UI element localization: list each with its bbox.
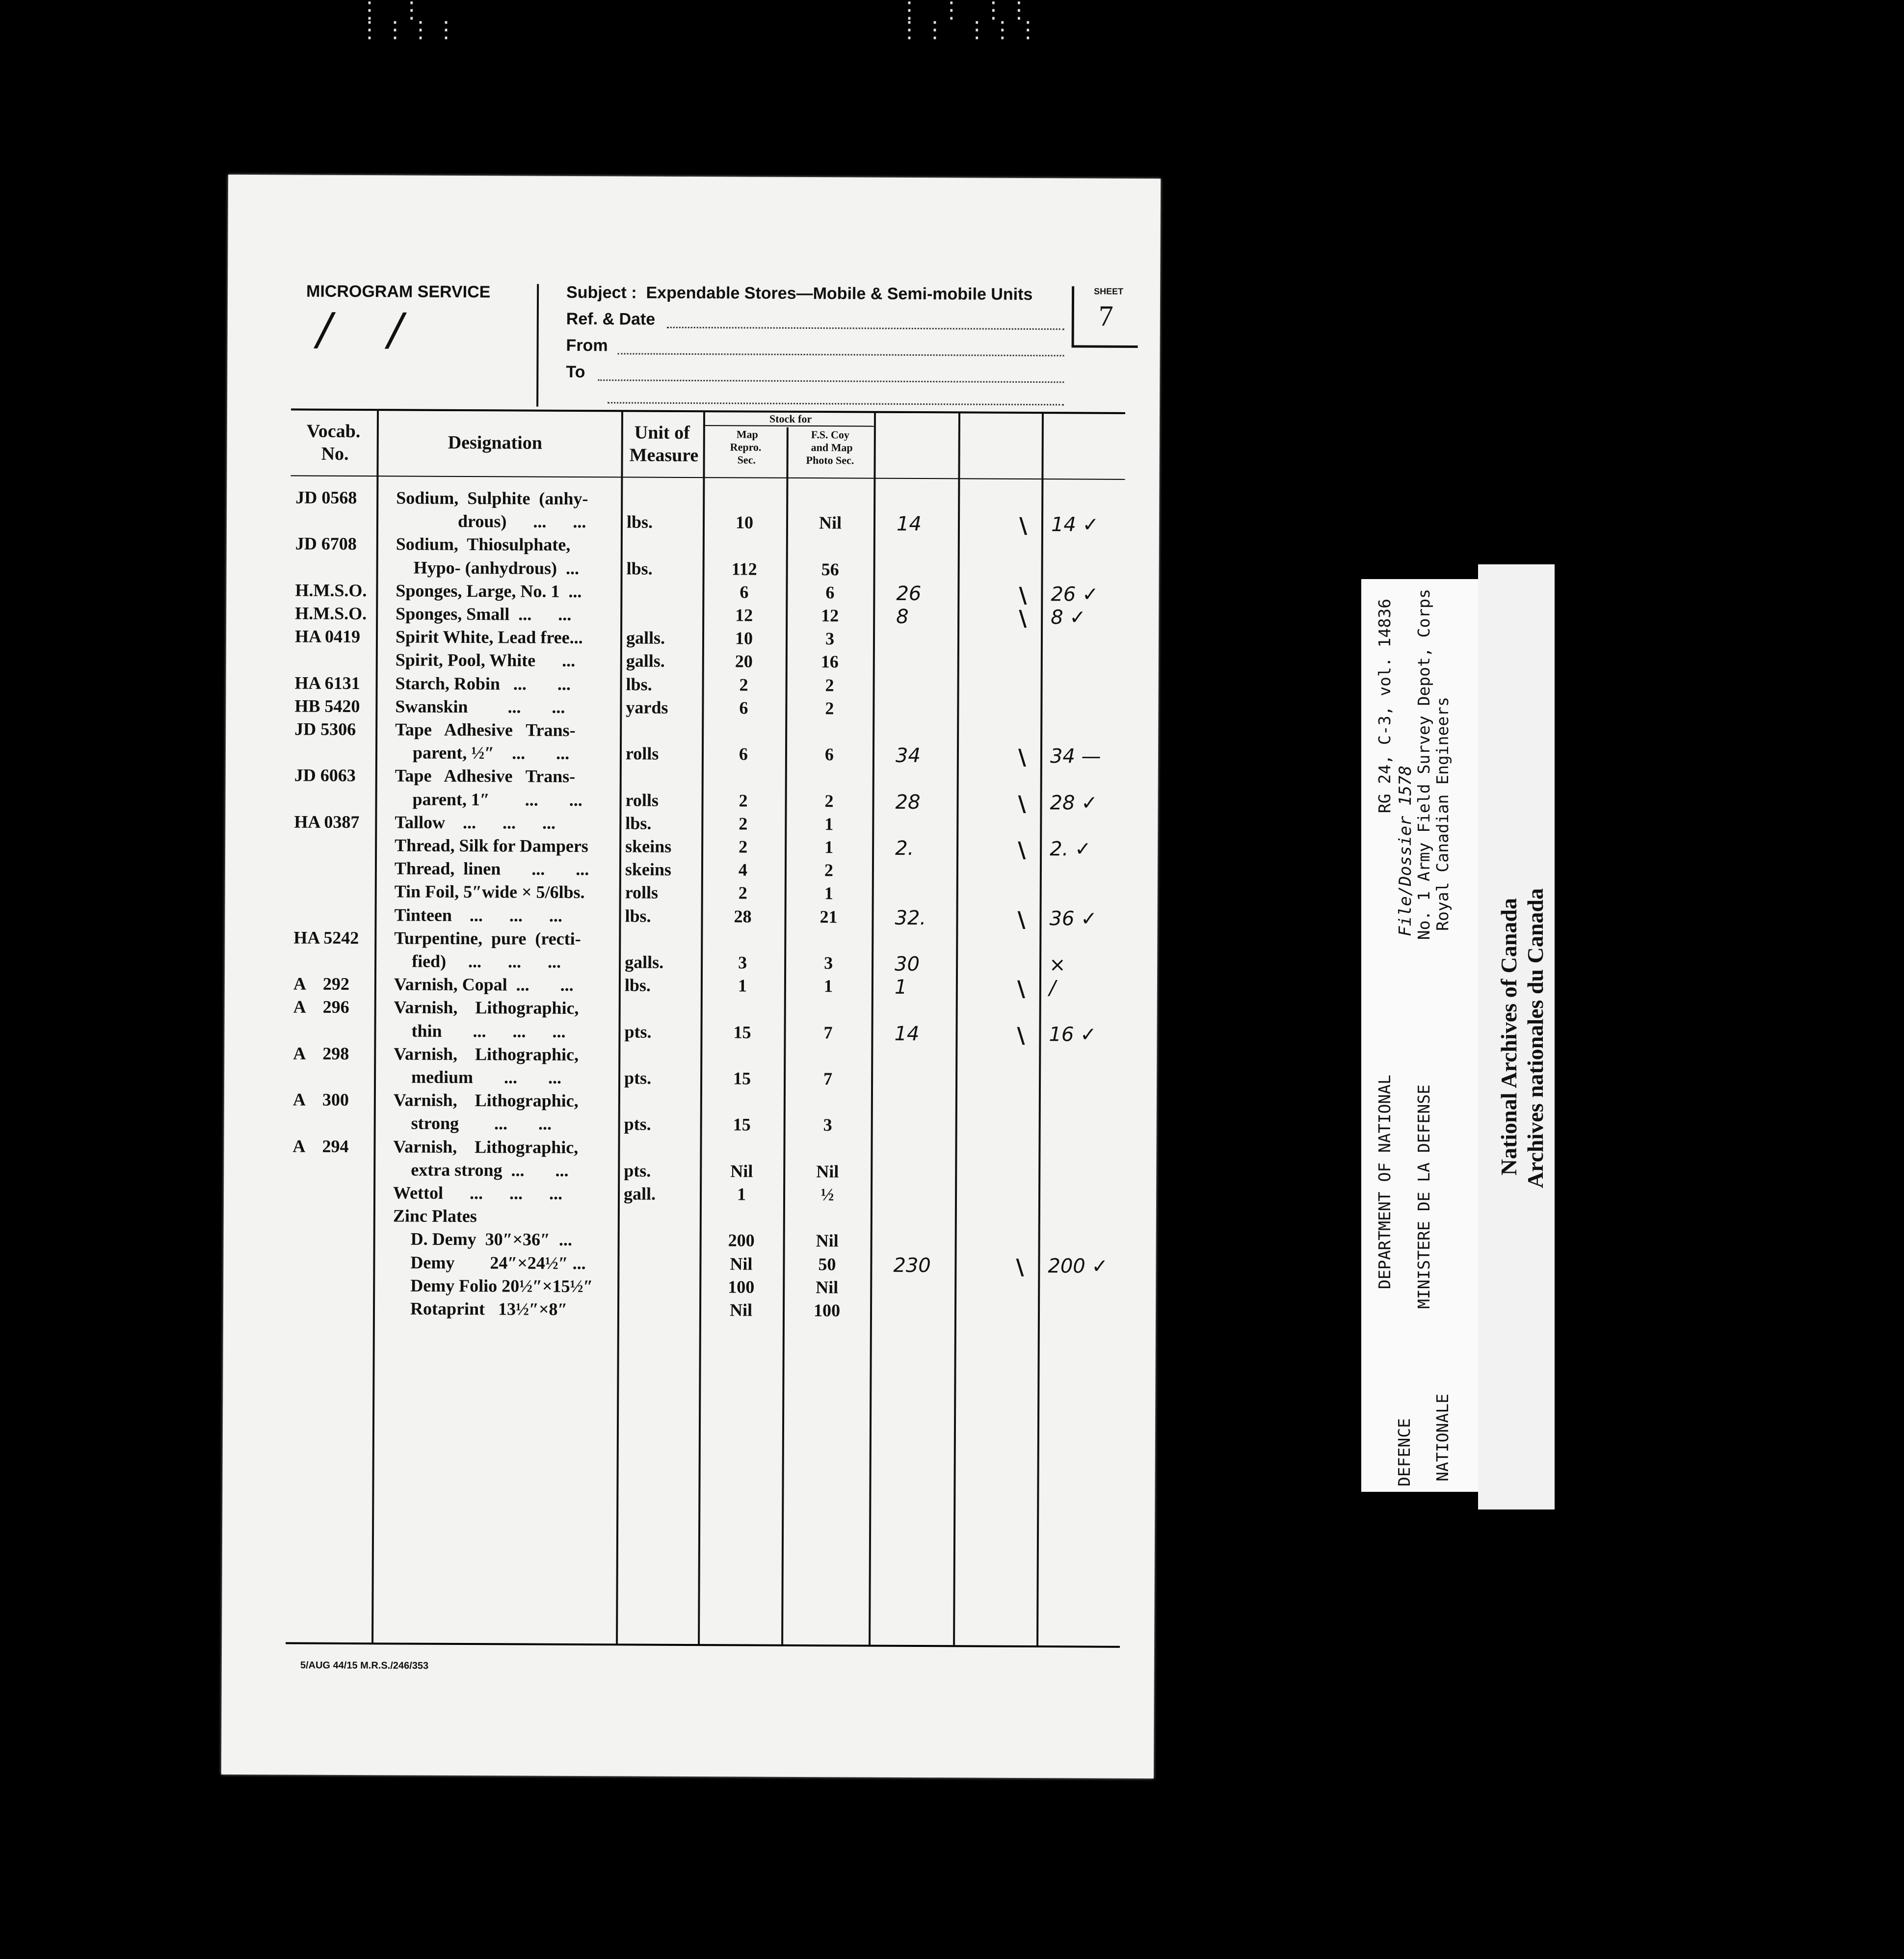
cell-h2: 28 ✓: [1050, 791, 1098, 815]
cell-desc: fied) ... ... ...: [394, 951, 561, 972]
cell-vocab: JD 5306: [294, 719, 356, 740]
national-archives-label: [1478, 564, 1555, 1509]
cell-h1: 30: [895, 953, 920, 976]
cell-desc: Spirit White, Lead free...: [395, 627, 583, 648]
cell-desc: parent, ½″ ... ...: [395, 742, 570, 764]
table-row: [223, 1274, 1156, 1301]
cell-map: 2: [739, 791, 748, 811]
table-row: [226, 695, 1158, 722]
table-row: [225, 811, 1158, 838]
document-sheet: [221, 175, 1161, 1778]
cell-h2: /: [1049, 977, 1056, 1000]
cell-chk: \: [1018, 791, 1026, 817]
cell-unit: yards: [626, 697, 668, 717]
cell-vocab: H.M.S.O.: [295, 603, 367, 624]
cell-h1: 14: [896, 513, 922, 536]
service-label: MICROGRAM SERVICE: [306, 282, 491, 302]
cell-unit: skeins: [625, 859, 672, 880]
cell-vocab: A 294: [292, 1136, 349, 1156]
cell-desc: Hypo- (anhydrous) ...: [396, 557, 580, 578]
cell-vocab: HB 5420: [294, 696, 360, 716]
cell-h1: 2.: [895, 837, 914, 860]
col-vocab-2: No.: [321, 443, 349, 464]
cell-unit: lbs.: [626, 512, 653, 532]
col-map-1: Map: [736, 428, 758, 441]
cell-desc: Spirit, Pool, White ...: [395, 650, 576, 671]
cell-h1: 34: [895, 744, 921, 768]
table-row: [225, 950, 1157, 977]
cell-vocab: JD 0568: [295, 487, 357, 508]
table-row: [227, 510, 1159, 539]
cell-h2: 16 ✓: [1049, 1023, 1097, 1046]
cell-h2: 8 ✓: [1051, 606, 1086, 629]
cell-desc: Thread, Silk for Dampers: [395, 835, 588, 856]
cell-desc: Varnish, Lithographic,: [393, 1136, 579, 1157]
cell-map: 100: [728, 1277, 755, 1297]
cell-fs: 12: [821, 606, 839, 626]
from-label: From: [566, 336, 608, 355]
cell-map: Nil: [730, 1161, 753, 1181]
cell-chk: \: [1018, 837, 1026, 863]
cell-desc: Starch, Robin ... ...: [395, 673, 571, 694]
cell-desc: medium ... ...: [394, 1067, 562, 1087]
col-vocab-1: Vocab.: [306, 421, 361, 442]
cell-h2: 2. ✓: [1050, 838, 1091, 861]
cell-unit: gall.: [623, 1184, 656, 1204]
cell-unit: lbs.: [625, 906, 651, 926]
table-row: [224, 1066, 1157, 1092]
cell-fs: 2: [825, 675, 834, 695]
cell-vocab: A 292: [293, 974, 350, 994]
cell-h1: 32.: [895, 906, 926, 929]
table-row: [224, 1205, 1156, 1231]
cell-h2: 200 ✓: [1048, 1254, 1109, 1278]
table-row: [227, 556, 1159, 582]
table-row: [225, 927, 1157, 953]
col-fs-3: Photo Sec.: [806, 454, 854, 467]
table-row: [226, 649, 1159, 675]
table-row: [227, 487, 1159, 513]
table-row: [226, 672, 1158, 698]
archive-reference-label: [1361, 579, 1479, 1492]
cell-desc: Varnish, Copal ... ...: [394, 974, 574, 995]
cell-fs: Nil: [816, 1231, 839, 1251]
cell-fs: 2: [824, 860, 834, 880]
archives-fr: Archives nationales du Canada: [1523, 888, 1548, 1189]
cell-h2: ×: [1049, 953, 1066, 977]
cell-vocab: HA 6131: [294, 673, 360, 693]
cell-fs: 1: [824, 883, 833, 903]
sheet-box: [1072, 286, 1138, 348]
cell-unit: pts.: [624, 1022, 652, 1042]
table-top-rule: [291, 408, 1125, 414]
cell-desc: Sodium, Sulphite (anhy-: [396, 488, 588, 509]
cell-fs: 7: [823, 1022, 833, 1042]
film-dots-right: ⋮ ⋮ ⋮⋮ ⋮⋮ ⋮⋮⋮: [898, 0, 1042, 43]
cell-map: 6: [740, 582, 749, 602]
cell-map: 3: [738, 953, 747, 973]
dept-line-4: NATIONALE: [1433, 1394, 1452, 1482]
table-row: [226, 765, 1158, 791]
cell-vocab: A 298: [293, 1043, 349, 1063]
cell-desc: Swanskin ... ...: [395, 696, 565, 717]
cell-map: 2: [738, 883, 747, 903]
cell-unit: galls.: [625, 952, 664, 972]
cell-desc: Turpentine, pure (recti-: [394, 928, 581, 949]
cell-desc: Sodium, Thiosulphate,: [396, 534, 571, 555]
ref-line-2: File/Dossier 1578: [1396, 766, 1415, 936]
cell-h1: 8: [896, 605, 909, 628]
cell-map: 2: [739, 675, 748, 695]
cell-map: 1: [738, 976, 747, 996]
cell-fs: 21: [820, 906, 838, 927]
cell-desc: Tape Adhesive Trans-: [395, 766, 576, 787]
cell-unit: rolls: [625, 882, 659, 903]
cell-desc: extra strong ... ...: [393, 1160, 569, 1180]
cell-chk: \: [1018, 745, 1027, 770]
cell-desc: strong ... ...: [393, 1113, 552, 1134]
cell-vocab: A 296: [293, 997, 349, 1017]
from-dotted-line: [618, 353, 1064, 356]
cell-fs: 3: [824, 953, 833, 973]
table-row: [224, 1089, 1157, 1115]
cell-h1: 1: [894, 976, 907, 999]
cell-unit: rolls: [625, 743, 659, 764]
cell-map: 112: [731, 558, 757, 579]
cell-desc: D. Demy 30″×36″ ...: [393, 1229, 572, 1250]
table-bottom-rule: [286, 1642, 1120, 1647]
table-row: [226, 741, 1158, 768]
film-dots-left: ⋮ ⋮ ⋮⋮⋮⋮: [358, 0, 460, 43]
cell-map: 12: [735, 605, 753, 625]
cell-map: 28: [734, 906, 752, 927]
cell-desc: drous) ... ...: [396, 511, 586, 532]
cell-desc: Tin Foil, 5″wide × 5/6lbs.: [394, 881, 585, 902]
cell-unit: lbs.: [625, 813, 652, 833]
col-unit-1: Unit of: [634, 422, 690, 443]
cell-unit: pts.: [624, 1068, 652, 1088]
cell-chk: \: [1016, 1254, 1024, 1280]
cell-map: 6: [739, 698, 748, 718]
ref-line-1: RG 24, C-3, vol. 14836: [1375, 599, 1394, 814]
table-row: [227, 533, 1159, 559]
cell-fs: Nil: [816, 1277, 839, 1297]
cell-fs: Nil: [816, 1161, 839, 1182]
cell-map: Nil: [729, 1300, 753, 1320]
cell-map: 10: [735, 512, 754, 532]
table-row: [225, 857, 1158, 884]
cell-map: 200: [728, 1230, 755, 1250]
cell-chk: \: [1019, 513, 1028, 539]
table-row: [223, 1251, 1156, 1280]
cell-h2: 36 ✓: [1049, 907, 1097, 930]
subject-line: Subject : Expendable Stores—Mobile & Semi-mobile Units: [566, 283, 1033, 304]
table-row: [225, 996, 1157, 1023]
cell-fs: ½: [820, 1185, 834, 1205]
cell-desc: Thread, linen ... ...: [394, 858, 589, 879]
cell-map: 15: [733, 1068, 751, 1088]
col-map-2: Repro.: [730, 441, 762, 453]
cell-map: 1: [737, 1184, 746, 1204]
col-fs-2: and Map: [811, 441, 853, 454]
cell-map: 2: [739, 837, 748, 857]
cell-chk: \: [1017, 977, 1026, 1002]
col-unit-2: Measure: [629, 445, 699, 466]
cell-fs: 100: [813, 1300, 841, 1321]
cell-desc: Demy 24″×24½″ ...: [393, 1252, 586, 1273]
cell-desc: parent, 1″ ... ...: [395, 789, 582, 810]
table-row: [225, 834, 1158, 861]
cell-desc: Sponges, Large, No. 1 ...: [396, 581, 582, 601]
table-row: [224, 1182, 1156, 1208]
blank-dotted-line: [608, 402, 1064, 405]
cell-fs: 2: [825, 698, 834, 718]
table-row: [224, 1043, 1157, 1069]
dept-line-2: DEFENCE: [1395, 1418, 1414, 1487]
cell-unit: lbs.: [626, 558, 653, 579]
header-divider: [536, 284, 539, 407]
cell-fs: 2: [824, 791, 834, 811]
cell-unit: rolls: [625, 790, 659, 810]
col-map-3: Sec.: [737, 453, 756, 466]
table-row: [226, 626, 1159, 652]
cell-vocab: JD 6063: [294, 765, 356, 786]
cell-vocab: A 300: [292, 1089, 349, 1110]
cell-map: 10: [735, 628, 753, 648]
table-row: [226, 718, 1158, 745]
cell-h2: 26 ✓: [1051, 582, 1099, 606]
to-label: To: [566, 362, 585, 382]
cell-fs: 56: [821, 559, 839, 579]
cell-unit: lbs.: [626, 674, 652, 694]
col-designation: Designation: [448, 432, 542, 453]
cell-vocab: H.M.S.O.: [295, 580, 367, 600]
table-row: [225, 880, 1158, 907]
table-row: [225, 973, 1157, 1000]
sheet-label: SHEET: [1094, 286, 1124, 296]
cell-desc: thin ... ... ...: [394, 1020, 566, 1041]
cell-unit: lbs.: [624, 975, 651, 995]
ref-line-4: Royal Canadian Engineers: [1433, 697, 1452, 931]
table-row: [224, 1159, 1156, 1185]
table-row: [226, 580, 1159, 606]
cell-fs: 3: [825, 629, 835, 649]
cell-h1: 26: [896, 582, 922, 605]
cell-desc: Varnish, Lithographic,: [394, 1044, 579, 1064]
table-row: [225, 903, 1157, 930]
cell-desc: Wettol ... ... ...: [393, 1183, 563, 1203]
ref-label: Ref. & Date: [566, 309, 656, 329]
cell-chk: \: [1019, 582, 1027, 608]
cell-fs: 50: [818, 1254, 836, 1274]
cell-vocab: HA 0387: [294, 812, 360, 832]
ref-dotted-line: [667, 327, 1064, 330]
cell-desc: Demy Folio 20½″×15½″: [393, 1275, 593, 1296]
cell-fs: Nil: [819, 513, 842, 533]
cell-fs: 1: [824, 814, 834, 834]
cell-h1: 28: [895, 791, 921, 814]
service-marks: / /: [317, 303, 403, 356]
cell-desc: Sponges, Small ... ...: [396, 604, 572, 624]
cell-chk: \: [1017, 907, 1026, 932]
cell-desc: Rotaprint 13½″×8″: [392, 1298, 568, 1319]
cell-h2: 14 ✓: [1051, 513, 1099, 536]
table-row: [224, 1112, 1157, 1138]
cell-desc: Tallow ... ... ...: [395, 812, 556, 833]
cell-vocab: HA 5242: [293, 927, 359, 948]
cell-unit: skeins: [625, 836, 672, 856]
cell-unit: pts.: [624, 1161, 651, 1181]
cell-desc: Tape Adhesive Trans-: [395, 719, 576, 740]
cell-map: 15: [733, 1114, 751, 1135]
sheet-number: 7: [1098, 299, 1114, 332]
cell-desc: Tinteen ... ... ...: [394, 904, 562, 926]
cell-fs: 6: [825, 582, 835, 603]
cell-h1: 230: [893, 1254, 931, 1277]
footer-code: 5/AUG 44/15 M.R.S./246/353: [300, 1660, 429, 1671]
ref-line-3: No. 1 Army Field Survey Depot, Corps: [1414, 589, 1433, 940]
cell-map: 20: [735, 651, 753, 671]
cell-vocab: JD 6708: [295, 533, 357, 554]
cell-chk: \: [1017, 1023, 1025, 1048]
cell-unit: galls.: [626, 628, 665, 648]
col-stock-for: Stock for: [769, 412, 812, 425]
cell-map: 4: [738, 860, 748, 880]
cell-fs: 1: [824, 837, 834, 857]
cell-fs: 3: [823, 1115, 832, 1135]
cell-fs: 6: [824, 744, 834, 765]
cell-h2: 34 —: [1050, 745, 1101, 768]
table-row: [224, 1019, 1157, 1046]
dept-line-3: MINISTERE DE LA DEFENSE: [1414, 1085, 1433, 1309]
cell-desc: Zinc Plates: [393, 1206, 477, 1226]
dept-line-1: DEPARTMENT OF NATIONAL: [1375, 1075, 1394, 1290]
cell-map: Nil: [730, 1253, 753, 1274]
cell-fs: 7: [823, 1069, 833, 1089]
cell-fs: 1: [823, 976, 833, 996]
table-row: [224, 1228, 1156, 1254]
cell-desc: Varnish, Lithographic,: [393, 1090, 579, 1111]
cell-unit: pts.: [624, 1114, 651, 1135]
cell-chk: \: [1019, 606, 1027, 631]
header-bottom-rule: [291, 475, 1125, 479]
archives-en: National Archives of Canada: [1496, 898, 1521, 1176]
cell-h1: 14: [894, 1022, 920, 1045]
cell-fs: 16: [820, 652, 839, 672]
cell-map: 2: [739, 814, 748, 834]
to-dotted-line: [598, 379, 1064, 383]
table-row: [223, 1297, 1156, 1324]
table-row: [225, 788, 1158, 817]
cell-vocab: HA 0419: [294, 626, 361, 647]
cell-map: 6: [739, 744, 748, 764]
cell-unit: galls.: [626, 651, 665, 671]
table-row: [226, 603, 1159, 629]
col-fs-1: F.S. Coy: [811, 428, 849, 441]
cell-map: 15: [733, 1022, 751, 1042]
cell-desc: Varnish, Lithographic,: [394, 997, 579, 1018]
table-row: [224, 1135, 1156, 1162]
